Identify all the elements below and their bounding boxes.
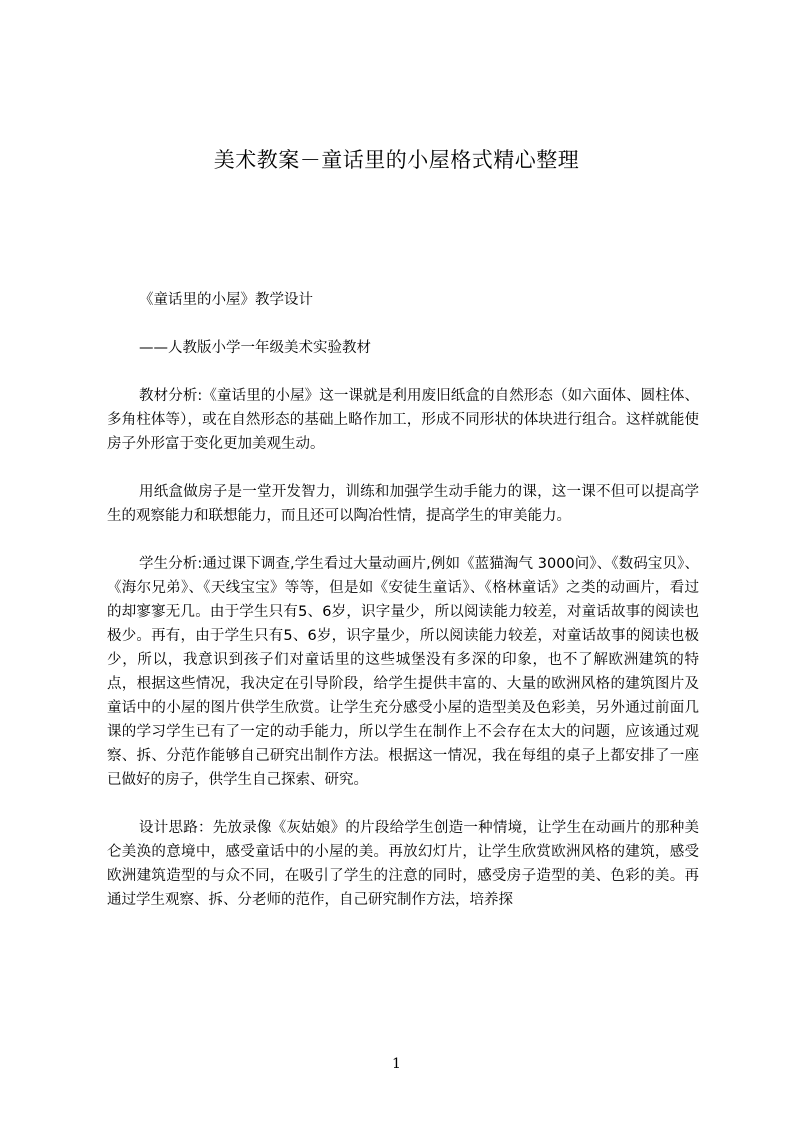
paragraph-lesson-title: 《童话里的小屋》教学设计 xyxy=(139,292,313,308)
paragraph-material-analysis: 教材分析:《童话里的小屋》这一课就是利用废旧纸盒的自然形态（如六面体、圆柱体、多角柱体等），或在自然形态的基础上略作加工，形成不同形状的体块进行组合。这样就能使房子外形富于变化更加美观生动。 xyxy=(107,388,699,452)
document-title: 美术教案－童话里的小屋格式精心整理 xyxy=(213,148,580,172)
paragraph-student-analysis: 学生分析:通过课下调查,学生看过大量动画片,例如《蓝猫淘气 3000问》、《数码宝贝》、《海尔兄弟》、《天线宝宝》等等，但是如《安徒生童话》、《格林童话》之类的动画片，看过的却寥寥无几。由于学生只有5、6岁，识字量少，所以阅读能力较差，对童话故事的阅读也极少。再有，由于学生只有5、6岁，识字量少，所以阅读能力较差，对童话故事的阅读也极少，所以，我意识到孩子们对童话里的这些城堡没有多深的印象，也不了解欧洲建筑的特点，根据这些情况，我决定在引导阶段，给学生提供丰富的、大量的欧洲风格的建筑图片及童话中的小屋的图片供学生欣赏。让学生充分感受小屋的造型美及色彩美，另外通过前面几课的学习学生已有了一定的动手能力，所以学生在制作上不会存在太大的问题，应该通过观察、拆、分范作能够自己研究出制作方法。根据这一情况，我在每组的桌子上都安排了一座已做好的房子，供学生自己探索、研究。 xyxy=(107,556,699,788)
paragraph-design-idea: 设计思路：先放录像《灰姑娘》的片段给学生创造一种情境，让学生在动画片的那种美仑美涣的意境中，感受童话中的小屋的美。再放幻灯片，让学生欣赏欧洲风格的建筑，感受欧洲建筑造型的与众不同，在吸引了学生的注意的同时，感受房子造型的美、色彩的美。再通过学生观察、拆、分老师的范作，自己研究制作方法，培养探 xyxy=(107,820,699,908)
document-body xyxy=(107,288,699,936)
paragraph-lesson-purpose: 用纸盒做房子是一堂开发智力，训练和加强学生动手能力的课，这一课不但可以提高学生的观察能力和联想能力，而且还可以陶冶性情，提高学生的审美能力。 xyxy=(107,484,699,524)
paragraph-textbook-note: ——人教版小学一年级美术实验教材 xyxy=(139,340,371,356)
page-number: 1 xyxy=(392,1056,401,1072)
